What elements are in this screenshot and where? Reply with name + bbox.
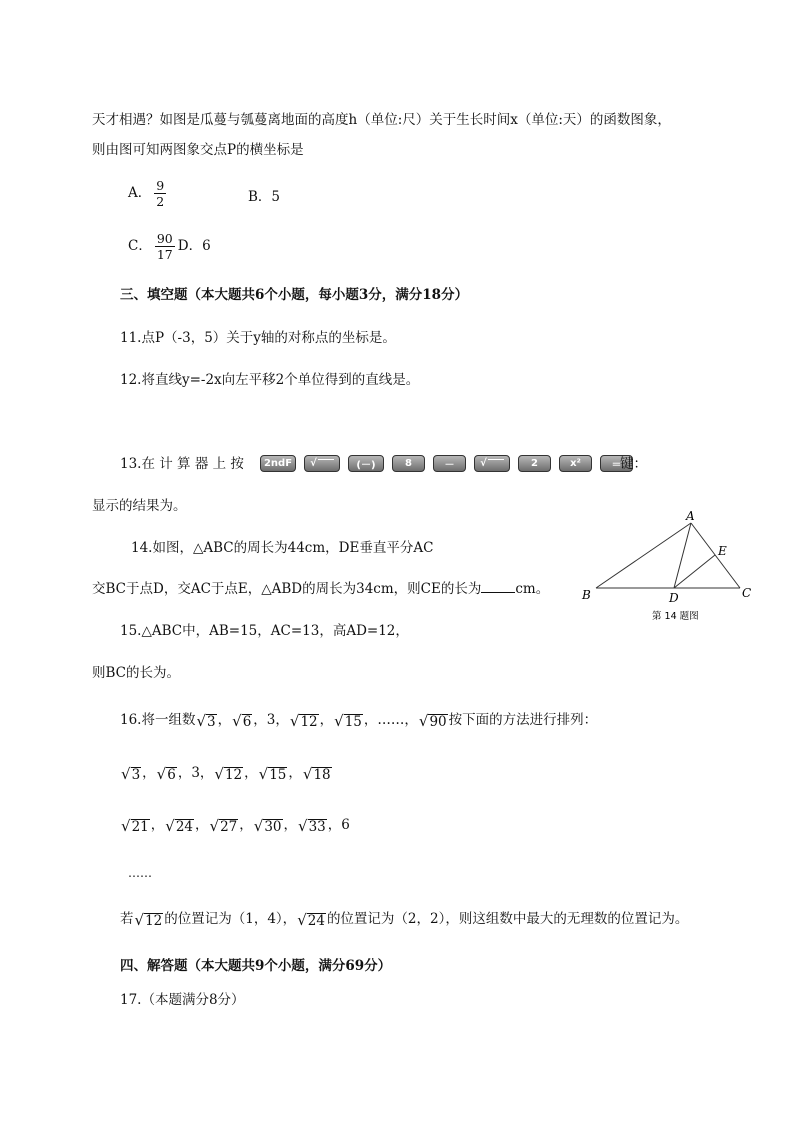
sqrt-expression: √ 12 [214,764,243,783]
sqrt-expression: √ 15 [258,764,287,783]
segment-ac [691,523,740,588]
key-equals: ＝ [600,455,633,472]
key-negative: (－) [348,455,384,472]
key-2ndf: 2ndF [260,455,296,472]
sqrt-expression: √ 27 [209,816,238,835]
fraction: $\frac{9}{2}$ [156,178,165,209]
sqrt-expression: √ 15 [334,711,362,730]
answer-blank [481,580,515,593]
sqrt-expression: √ 6 [232,711,252,730]
q16-ellipsis: …… [128,866,152,880]
q16-row1: √ 3 ， √ 6 ，3， √ 12 ， √ 15 ， √ 18 [121,764,331,783]
sqrt-expression: √ 18 [302,764,331,783]
q10-option-a: A． $\frac{9}{2}$ [128,178,165,209]
q15-line2: 则BC的长为。 [92,665,181,681]
q13-prefix: 13.在 计 算 器 上 按 [120,456,244,472]
q10-option-c: C． $\frac{90}{17}$ D．6 [128,231,211,262]
sqrt-expression: √ 12 [134,910,163,929]
q11-text: 11.点P（-3，5）关于y轴的对称点的坐标是。 [120,330,396,346]
triangle-figure [578,508,758,626]
label-d: D [669,591,679,605]
sqrt-expression: √ 6 [156,764,176,783]
label-b: B [582,588,591,602]
q16-condition: 若 √ 12 的位置记为（1，4）， √ 24 的位置记为（2，2），则这组数中最大的无理数的位置记为。 [120,910,689,929]
sqrt-expression: √ 3 [196,711,216,730]
q10-stem-line1: 天才相遇？如图是瓜蔓与瓠蔓离地面的高度h（单位:尺）关于生长时间x（单位:天）的函数图象， [92,112,671,128]
sqrt-expression: √ 24 [165,816,193,835]
q13-suffix: 键： [620,456,647,472]
figure-caption: 第 14 题图 [652,611,699,622]
sqrt-expression: √ 21 [121,816,149,835]
key-2: 2 [518,455,551,472]
section-4-title: 四、解答题（本大题共9个小题，满分69分） [120,958,392,974]
calculator-key-sequence [260,455,633,472]
key-minus: － [433,455,466,472]
label-e: E [718,544,727,558]
segment-de [674,555,715,588]
label-a: A [686,509,695,523]
sqrt-expression: √ 3 [121,764,141,783]
q10-stem-line2: 则由图可知两图象交点P的横坐标是 [92,142,304,158]
q14-line2: 交BC于点D，交AC于点E，△ABD的周长为34cm，则CE的长为 cm。 [92,581,550,597]
q16-intro: 16.将一组数 √ 3 ， √ 6 ，3， √ 12 ， √ 15 ，……， √ 90 按下面的方法进行排列： [120,711,598,730]
q17-text: 17.（本题满分8分） [120,992,245,1008]
sqrt-expression: √ 24 [297,910,325,929]
sqrt-expression: √ 30 [253,816,282,835]
q13-line2: 显示的结果为。 [92,498,187,514]
section-3-title: 三、填空题（本大题共6个小题，每小题3分，满分18分） [120,287,469,303]
q12-text: 12.将直线y=-2x向左平移2个单位得到的直线是。 [120,372,420,388]
q16-row2: √ 21 ， √ 24 ， √ 27 ， √ 30 ， √ 33 ，6 [121,816,350,835]
q15-line1: 15.△ABC中，AB=15，AC=13，高AD=12， [120,623,409,639]
sqrt-expression: √ 12 [289,711,318,730]
q14-line1: 14.如图，△ABC的周长为44cm，DE垂直平分AC [131,540,434,556]
key-x-squared: x² [559,455,592,472]
q10-option-d: D．6 [177,238,211,254]
label-c: C [742,586,752,600]
q10-option-b: B．5 [248,189,281,205]
key-sqrt-icon: √ [304,455,340,472]
key-sqrt-icon: √ [474,455,510,472]
fraction: $\frac{90}{17}$ [156,231,173,262]
key-8: 8 [392,455,425,472]
sqrt-expression: √ 90 [418,711,447,730]
sqrt-expression: √ 33 [298,816,326,835]
